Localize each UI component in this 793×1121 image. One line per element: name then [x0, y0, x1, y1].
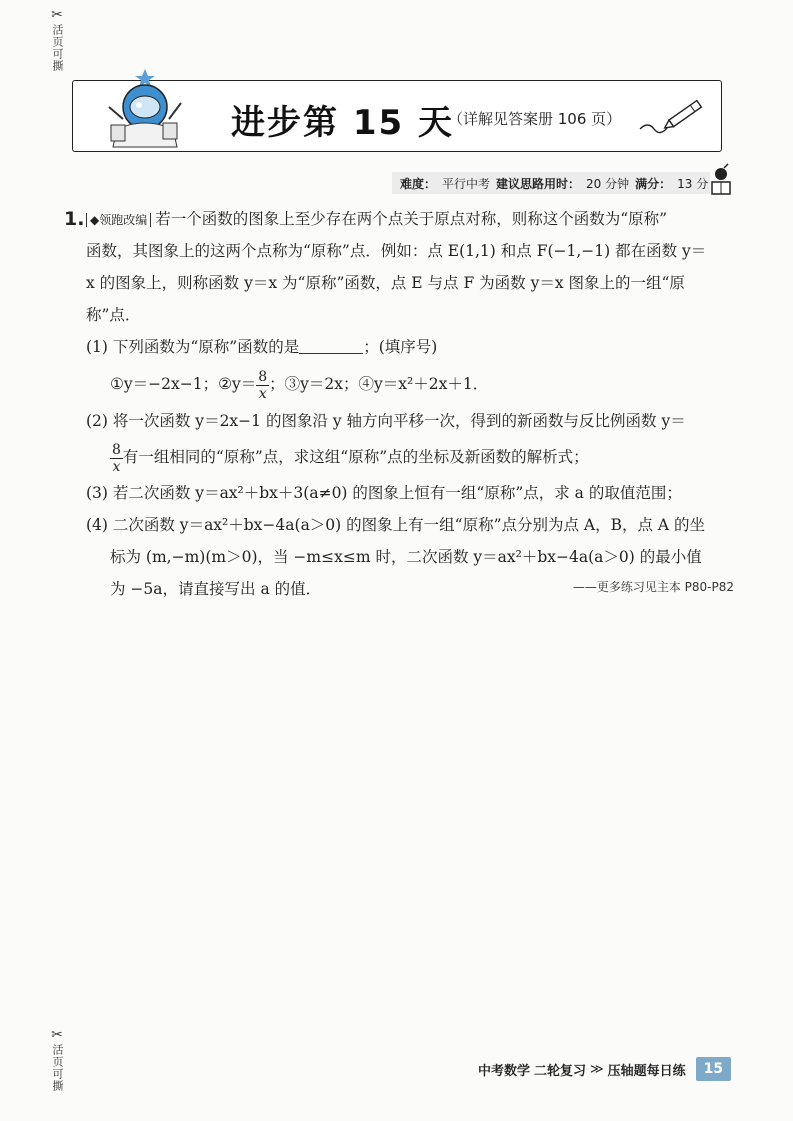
problem-1	[64, 203, 734, 619]
fraction: $\frac{8}{x}$	[112, 441, 121, 475]
answer-reference: （详解见答案册 106 页）	[448, 110, 622, 128]
practice-reference: ——更多练习见主本 P80-P82	[572, 580, 734, 594]
question-1: (1) 下列函数为“原称”函数的是 ；(填序号)	[64, 331, 734, 363]
tear-off-label: 活页可撕	[51, 24, 64, 72]
day-title: 进步第 15 天	[231, 103, 454, 143]
footer-arrow-icon: ≫	[590, 1061, 604, 1077]
footer-series: 压轴题每日练	[607, 1063, 686, 1079]
scissors-icon: ✂	[51, 1027, 63, 1043]
time-value: 20 分钟	[586, 176, 630, 191]
bomb-book-icon	[710, 162, 732, 196]
intro-line-4: 称”点．	[86, 306, 141, 324]
question-4-line-3: 为 −5a，请直接写出 a 的值．	[110, 580, 322, 598]
difficulty-label: 难度：	[400, 176, 437, 191]
problem-tag: ◆领跑改编	[86, 213, 151, 227]
question-2: (2) 将一次函数 y＝2x−1 的图象沿 y 轴方向平移一次，得到的新函数与反比例函数 y＝	[86, 412, 686, 430]
question-3: (3) 若二次函数 y＝ax²＋bx＋3(a≠0) 的图象上恒有一组“原称”点，求 a 的取值范围；	[86, 484, 682, 502]
time-label: 建议思路用时：	[496, 176, 581, 191]
difficulty-bar	[392, 172, 710, 194]
tear-off-label: 活页可撕	[51, 1044, 64, 1092]
question-1-options: ①y＝−2x−1；②y＝ $\frac{8}{x}$ ；③y＝2x；④y＝x²＋2x＋1．	[110, 368, 489, 402]
difficulty-value: 平行中考	[442, 176, 491, 191]
page-number: 15	[696, 1057, 731, 1081]
footer-subject: 中考数学	[478, 1063, 531, 1079]
page-footer	[478, 1054, 731, 1084]
tear-off-tag-top	[44, 8, 70, 72]
scissors-icon: ✂	[51, 7, 63, 23]
intro-line-3: x 的图象上，则称函数 y＝x 为“原称”函数，点 E 与点 F 为函数 y＝x 图象上的一组“原	[86, 274, 685, 292]
fraction: $\frac{8}{x}$	[258, 368, 268, 402]
intro-line-1: 若一个函数的图象上至少存在两个点关于原点对称，则称这个函数为“原称”	[155, 210, 668, 228]
score-label: 满分：	[635, 176, 672, 191]
footer-stage: 二轮复习	[534, 1063, 587, 1079]
problem-number: 1.	[64, 208, 85, 230]
question-4-line-2: 标为 (m,−m)(m＞0)，当 −m≤x≤m 时，二次函数 y＝ax²＋bx−4a(a＞0) 的最小值	[110, 548, 702, 566]
question-4-line-1: (4) 二次函数 y＝ax²＋bx−4a(a＞0) 的图象上有一组“原称”点分别为点 A，B，点 A 的坐	[86, 516, 706, 534]
score-value: 13 分	[677, 176, 709, 191]
answer-blank[interactable]	[299, 335, 363, 354]
question-2-cont: $\frac{8}{x}$ 有一组相同的“原称”点，求这组“原称”点的坐标及新函数的解析式；	[112, 441, 589, 475]
day-banner	[72, 80, 722, 152]
intro-line-2: 函数，其图象上的这两个点称为“原称”点．例如：点 E(1,1) 和点 F(−1,−1) 都在函数 y＝	[86, 242, 707, 260]
pen-icon	[638, 93, 708, 137]
astronaut-illustration	[103, 67, 193, 151]
tear-off-tag-bottom	[44, 1028, 70, 1092]
